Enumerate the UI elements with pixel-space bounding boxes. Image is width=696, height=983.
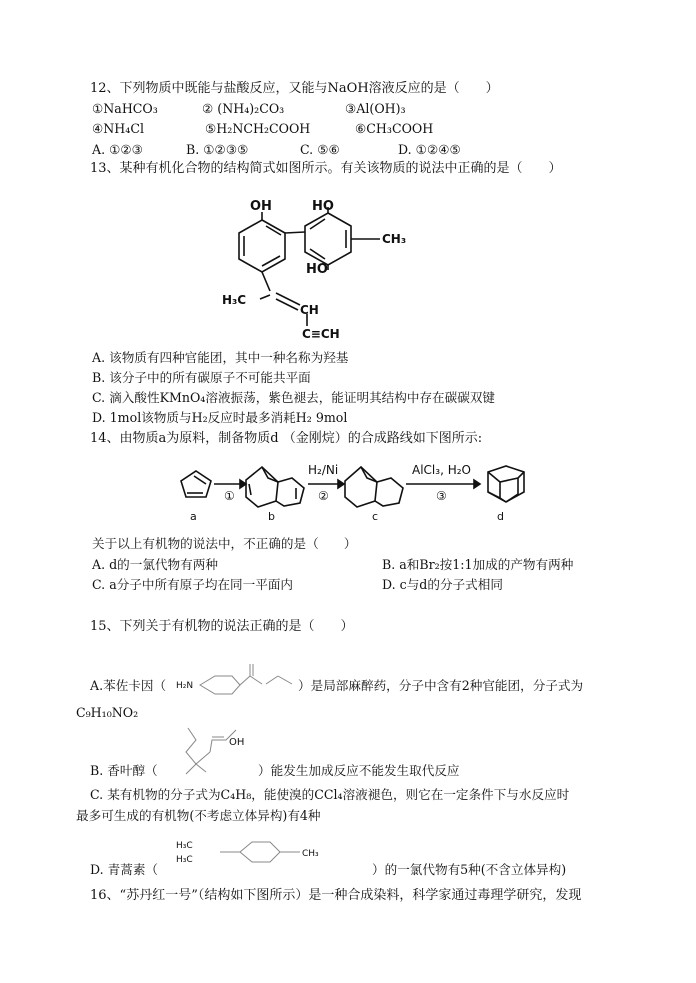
q15-a-prefix: A.苯佐卡因（ bbox=[90, 678, 167, 693]
label-h3c: H₃C bbox=[222, 293, 247, 307]
q13-stem: 13、某种有机化合物的结构简式如图所示。有关该物质的说法中正确的是（ ） bbox=[90, 161, 562, 176]
step-1-label: ① bbox=[224, 489, 235, 503]
step-2-label: ② bbox=[318, 489, 329, 503]
q12-option-3: ③Al(OH)₃ bbox=[345, 101, 406, 116]
step-3-label: ③ bbox=[436, 489, 447, 503]
q15-b-suffix: ）能发生加成反应不能发生取代反应 bbox=[258, 763, 460, 778]
q15-a-formula: C₉H₁₀NO₂ bbox=[76, 705, 139, 720]
d-h3c-label-2: H₃C bbox=[176, 855, 193, 865]
q15-b-prefix: B. 香叶醇（ bbox=[90, 763, 158, 778]
q12-choice-b: B. ①②③⑤ bbox=[186, 142, 249, 157]
q12-option-2: ② (NH₄)₂CO₃ bbox=[202, 101, 285, 116]
q15-a-suffix: ）是局部麻醉药，分子中含有2种官能团，分子式为 bbox=[298, 678, 584, 693]
label-a: a bbox=[190, 510, 197, 523]
q13-choice-d: D. 1mol该物质与H₂反应时最多消耗H₂ 9mol bbox=[92, 410, 348, 425]
d-h3c-label: H₃C bbox=[176, 841, 193, 851]
q13-choice-c: C. 滴入酸性KMnO₄溶液振荡，紫色褪去，能证明其结构中存在碳碳双键 bbox=[92, 390, 496, 405]
label-ch3-right: CH₃ bbox=[382, 232, 407, 246]
q14-choice-b: B. a和Br₂按1:1加成的产物有两种 bbox=[382, 557, 574, 572]
d-ch3-label: CH₃ bbox=[302, 849, 319, 859]
step-2-reagent: H₂/Ni bbox=[308, 463, 339, 477]
step-3-reagent: AlCl₃, H₂O bbox=[412, 463, 471, 477]
q12-option-4: ④NH₄Cl bbox=[92, 121, 145, 136]
q15-c-line2: 最多可生成的有机物(不考虑立体异构)有4种 bbox=[76, 808, 321, 823]
q16-stem: 16、“苏丹红一号”（结构如下图所示）是一种合成染料，科学家通过毒理学研究，发现 bbox=[90, 888, 582, 903]
q15-stem: 15、下列关于有机物的说法正确的是（ ） bbox=[90, 619, 354, 634]
label-oh-left: OH bbox=[250, 199, 272, 214]
q14-choice-c: C. a分子中所有原子均在同一平面内 bbox=[92, 577, 294, 592]
q12-choice-c: C. ⑤⑥ bbox=[300, 142, 340, 157]
label-ch: CH bbox=[300, 303, 319, 317]
q12-option-1: ①NaHCO₃ bbox=[92, 101, 158, 116]
label-ho-bottom: HO bbox=[306, 262, 328, 277]
q14-stem: 14、由物质a为原料，制备物质d （金刚烷）的合成路线如下图所示: bbox=[90, 431, 483, 446]
q14-ask: 关于以上有机物的说法中，不正确的是（ ） bbox=[92, 536, 357, 551]
q12-option-6: ⑥CH₃COOH bbox=[355, 121, 434, 136]
q12-choice-a: A. ①②③ bbox=[92, 142, 143, 157]
q13-choice-a: A. 该物质有四种官能团，其中一种名称为羟基 bbox=[92, 350, 349, 365]
label-b: b bbox=[268, 510, 275, 523]
q13-choice-b: B. 该分子中的所有碳原子不可能共平面 bbox=[92, 370, 311, 385]
q12-stem: 12、下列物质中既能与盐酸反应，又能与NaOH溶液反应的是（ ） bbox=[90, 81, 499, 96]
benzocaine-nh2-label: H₂N bbox=[176, 681, 194, 691]
label-alkyne: C≡CH bbox=[302, 327, 340, 341]
q14-choice-a: A. d的一氯代物有两种 bbox=[92, 557, 218, 572]
q14-choice-d: D. c与d的分子式相同 bbox=[382, 577, 503, 592]
label-ho-top: HO bbox=[312, 199, 334, 214]
q15-c-line1: C. 某有机物的分子式为C₄H₈，能使溴的CCl₄溶液褪色，则它在一定条件下与水反应时 bbox=[90, 787, 570, 802]
q12-choice-d: D. ①②④⑤ bbox=[398, 142, 461, 157]
geraniol-oh-label: OH bbox=[229, 737, 245, 748]
q15-d-prefix: D. 青蒿素（ bbox=[90, 862, 159, 877]
label-c: c bbox=[372, 510, 379, 523]
q12-option-5: ⑤H₂NCH₂COOH bbox=[205, 121, 311, 136]
q15-d-suffix: ）的一氯代物有5种(不含立体异构) bbox=[372, 862, 567, 877]
label-d: d bbox=[497, 510, 504, 523]
